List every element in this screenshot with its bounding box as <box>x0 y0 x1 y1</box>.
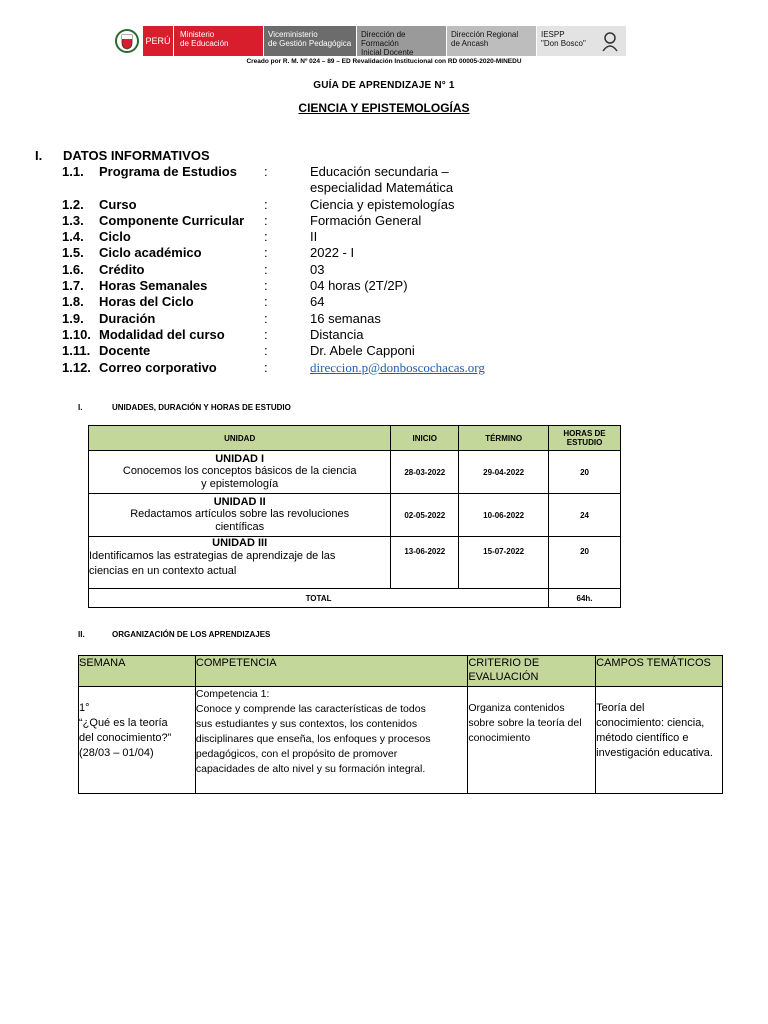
header-criterio: CRITERIO DE EVALUACIÓN <box>468 656 596 687</box>
total-label: TOTAL <box>89 589 549 608</box>
table-row <box>89 537 621 589</box>
info-row: 1.5. Ciclo académico : 2022 - I <box>62 245 355 261</box>
unit-end: 15-07-2022 <box>459 537 549 589</box>
header-inicio: INICIO <box>391 426 459 451</box>
organization-table <box>78 655 723 794</box>
info-row: 1.6. Crédito : 03 <box>62 261 325 277</box>
campos-cell: Teoría del conocimiento: ciencia, método científico e investigación educativa. <box>596 687 723 794</box>
unit-hours: 20 <box>549 537 621 589</box>
info-row: 1.10. Modalidad del curso : Distancia <box>62 326 364 342</box>
unit-title: UNIDAD II <box>213 496 266 508</box>
unit-description: Redactamos artículos sobre las revoluciones científicas <box>130 508 350 533</box>
info-row: 1.1. Programa de Estudios : Educación secundaria – especialidad Matemática <box>62 164 454 196</box>
info-row: 1.9. Duración : 16 semanas <box>62 310 381 326</box>
header-campos: CAMPOS TEMÁTICOS <box>596 656 723 687</box>
header-horas: HORAS DE ESTUDIO <box>549 426 621 451</box>
org-table-header <box>79 656 723 687</box>
header-competencia: COMPETENCIA <box>195 656 467 687</box>
unit-end: 10-06-2022 <box>459 494 549 537</box>
info-row: 1.12. Correo corporativo : direccion.p@donboscochacas.org <box>62 359 485 375</box>
units-table <box>88 425 621 608</box>
units-table-header <box>89 426 621 451</box>
info-row: 1.3. Componente Curricular : Formación General <box>62 212 422 228</box>
section-organizacion-heading: II. ORGANIZACIÓN DE LOS APRENDIZAJES <box>78 630 271 639</box>
peru-label: PERÚ <box>143 26 173 56</box>
info-row: 1.8. Horas del Ciclo : 64 <box>62 294 325 310</box>
viceministerio-label: Viceministerio de Gestión Pedagógica <box>263 26 356 56</box>
unit-end: 29-04-2022 <box>459 451 549 494</box>
section-datos-informativos: I. DATOS INFORMATIVOS <box>35 148 210 163</box>
total-value: 64h. <box>549 589 621 608</box>
unit-description: Identificamos las estrategias de aprendizaje de las ciencias en un contexto actual <box>89 550 336 577</box>
email-link[interactable]: direccion.p@donboscochacas.org <box>310 359 485 375</box>
unit-title: UNIDAD I <box>215 453 265 465</box>
info-row: 1.7. Horas Semanales : 04 horas (2T/2P) <box>62 278 408 294</box>
info-row: 1.4. Ciclo : II <box>62 229 318 245</box>
direccion-formacion-label: Dirección de Formación Inicial Docente <box>356 26 446 56</box>
header-unidad: UNIDAD <box>89 426 391 451</box>
coat-of-arms-icon <box>110 26 143 56</box>
table-row <box>89 451 621 494</box>
info-row: 1.2. Curso : Ciencia y epistemologías <box>62 196 455 212</box>
iesfp-label: IESPP "Don Bosco" <box>536 26 626 56</box>
competencia-cell: Competencia 1: Conoce y comprende las características de todos sus estudiantes y sus contextos, los contenidos disciplinares que enseña, los enfoques y procesos pedagógicos, con el propósito de promover capacidades de alto nivel y su formación integral. <box>195 687 467 794</box>
unit-start: 13-06-2022 <box>391 537 459 589</box>
creation-note: Creado por R. M. Nº 024 – 89 – ED Revalidación Institucional con RD 00005-2020-MINEDU <box>246 58 522 65</box>
course-title: CIENCIA Y EPISTEMOLOGÍAS <box>298 101 470 115</box>
info-row: 1.11. Docente : Dr. Abele Capponi <box>62 343 415 359</box>
unit-hours: 24 <box>549 494 621 537</box>
unit-hours: 20 <box>549 451 621 494</box>
section-unidades-heading: I. UNIDADES, DURACIÓN Y HORAS DE ESTUDIO <box>78 403 291 412</box>
semana-cell: 1° “¿Qué es la teoría del conocimiento?” (28/03 – 01/04) <box>79 687 196 794</box>
header-semana: SEMANA <box>79 656 196 687</box>
criterio-cell: Organiza contenidos sobre sobre la teoría del conocimiento <box>468 687 596 794</box>
table-row <box>79 687 723 794</box>
header-banner <box>110 26 630 56</box>
unit-title: UNIDAD III <box>212 537 268 549</box>
header-termino: TÉRMINO <box>459 426 549 451</box>
ministerio-label: Ministerio de Educación <box>173 26 263 56</box>
unit-description: Conocemos los conceptos básicos de la ciencia y epistemología <box>122 465 357 490</box>
unit-start: 02-05-2022 <box>391 494 459 537</box>
unit-start: 28-03-2022 <box>391 451 459 494</box>
table-row <box>89 494 621 537</box>
direccion-regional-label: Dirección Regional de Ancash <box>446 26 536 56</box>
info-list <box>62 164 582 376</box>
guide-title: GUÍA DE APRENDIZAJE N° 1 <box>313 80 455 91</box>
don-bosco-portrait-icon <box>600 30 620 54</box>
table-total-row <box>89 589 621 608</box>
